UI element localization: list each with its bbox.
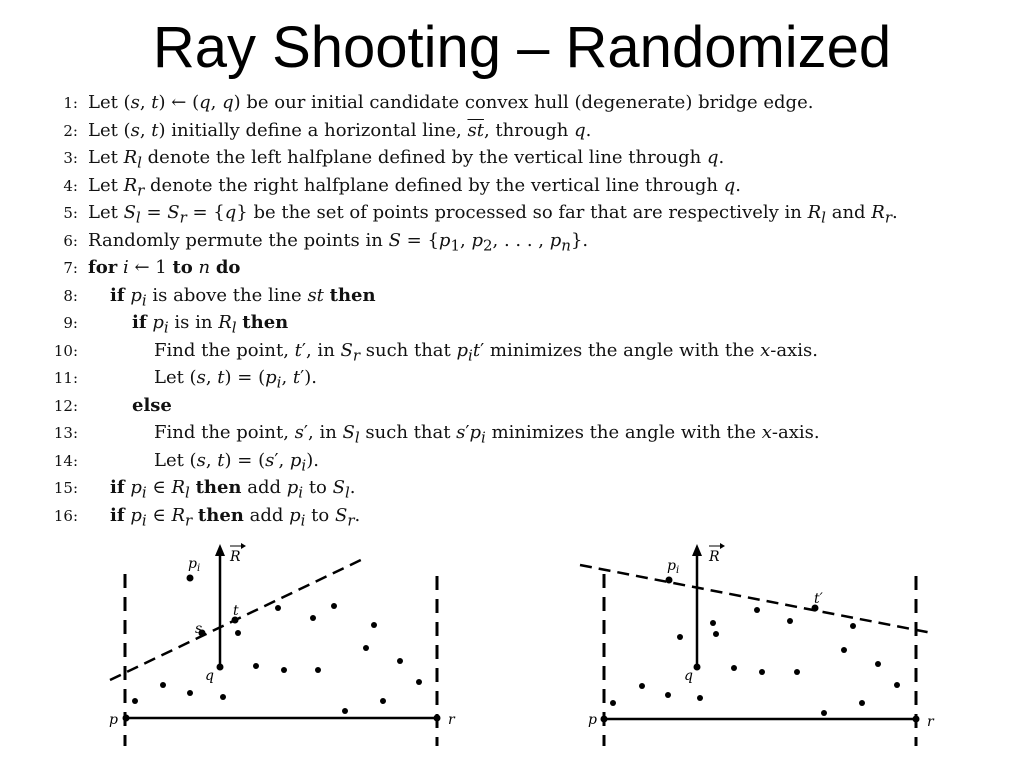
point	[281, 667, 287, 673]
line-text: if $p_i$ is in $R_l$ then	[132, 312, 289, 337]
label-r: r	[927, 714, 934, 730]
label-tprime: t′	[814, 591, 823, 607]
point	[841, 647, 847, 653]
line-number: 15:	[53, 479, 78, 497]
point	[894, 682, 900, 688]
line-number: 2:	[63, 121, 78, 140]
figures	[0, 530, 1024, 768]
line-number: 1:	[63, 94, 78, 112]
point	[315, 667, 321, 673]
line-text: Find the point, t′, in $S_r$ such that $p_it'$ minimizes the angle with the x-axis.	[154, 339, 818, 365]
line-number: 12:	[53, 396, 78, 415]
point-set	[123, 575, 441, 722]
point-set	[601, 577, 920, 723]
point-p	[601, 716, 608, 723]
algorithm-line	[50, 474, 1010, 502]
point	[794, 669, 800, 675]
line-text: for i ← 1 to n do	[88, 257, 241, 278]
algorithm-line	[50, 282, 1010, 310]
point	[731, 665, 737, 671]
point-q	[217, 664, 224, 671]
line-number: 10:	[53, 341, 78, 360]
point	[160, 682, 166, 688]
point	[610, 700, 616, 706]
line-text: Find the point, s′, in $S_l$ such that $s'p_i$ minimizes the angle with the x-axis.	[154, 422, 820, 447]
line-text: if $p_i$ ∈ $R_r$ then add $p_i$ to $S_r$.	[110, 504, 361, 530]
point	[677, 634, 683, 640]
point	[713, 631, 719, 637]
label-t: t	[233, 603, 239, 619]
line-number: 9:	[63, 314, 78, 332]
point	[875, 661, 881, 667]
point	[697, 695, 703, 701]
point	[275, 605, 281, 611]
figure-left	[109, 543, 456, 746]
label-p: p	[109, 712, 118, 728]
line-number: 5:	[63, 204, 78, 222]
point	[821, 710, 827, 716]
point	[710, 620, 716, 626]
point	[380, 698, 386, 704]
line-text: else	[132, 394, 172, 416]
point	[639, 683, 645, 689]
point	[397, 658, 403, 664]
point	[331, 603, 337, 609]
point-r	[913, 716, 920, 723]
point-pi	[666, 577, 673, 584]
line-number: 13:	[53, 424, 78, 442]
point	[220, 694, 226, 700]
label-R: R	[709, 549, 720, 565]
point	[759, 669, 765, 675]
algorithm-line	[50, 337, 1010, 365]
label-s: s	[195, 621, 203, 637]
algorithm-line	[50, 364, 1010, 392]
algorithm-line	[50, 254, 1010, 282]
line-text: if $p_i$ ∈ $R_l$ then add $p_i$ to $S_l$.	[110, 477, 356, 502]
line-number: 14:	[53, 451, 78, 470]
point	[310, 615, 316, 621]
line-number: 6:	[63, 231, 78, 250]
algorithm-line	[50, 447, 1010, 475]
line-number: 11:	[53, 369, 78, 387]
label-r: r	[448, 712, 455, 728]
algorithm-line	[50, 89, 1010, 117]
point-r	[434, 715, 441, 722]
line-number: 7:	[63, 259, 78, 277]
ray-arrowhead	[692, 544, 702, 556]
algorithm-line	[50, 227, 1010, 255]
algorithm-line	[50, 117, 1010, 145]
line-text: Let $R_l$ denote the left halfplane defined by the vertical line through q.	[88, 147, 725, 172]
point-pi	[187, 575, 194, 582]
point	[132, 698, 138, 704]
algorithm-listing	[50, 89, 1010, 529]
line-text: Let $S_l = S_r = \{q\}$ be the set of points processed so far that are respectively in $R_l$ and $R_r$.	[88, 202, 898, 227]
point	[665, 692, 671, 698]
point	[859, 700, 865, 706]
line-number: 3:	[63, 149, 78, 167]
point	[253, 663, 259, 669]
algorithm-line	[50, 502, 1010, 530]
candidate-line-st	[580, 565, 932, 633]
label-q: q	[205, 668, 214, 684]
point	[416, 679, 422, 685]
point	[371, 622, 377, 628]
line-text: Let $R_r$ denote the right halfplane defined by the vertical line through q.	[88, 174, 742, 200]
algorithm-line	[50, 392, 1010, 420]
algorithm-line	[50, 419, 1010, 447]
label-p: p	[588, 712, 597, 728]
point-p	[123, 715, 130, 722]
point	[342, 708, 348, 714]
line-number: 16:	[53, 506, 78, 525]
line-text: if $p_i$ is above the line st then	[110, 284, 376, 310]
point	[754, 607, 760, 613]
figure-right	[580, 543, 935, 746]
point	[787, 618, 793, 624]
point	[187, 690, 193, 696]
line-text: Let (s, t) = (s′, $p_i$).	[154, 449, 319, 475]
algorithm-line	[50, 199, 1010, 227]
line-text: Let (s, $t) = (p_i$, t′).	[154, 367, 317, 392]
point	[235, 630, 241, 636]
label-R: R	[230, 549, 241, 565]
point-q	[694, 664, 701, 671]
algorithm-line	[50, 172, 1010, 200]
label-pi: $p_i$	[188, 556, 201, 574]
algorithm-line	[50, 309, 1010, 337]
line-text: Randomly permute the points in $S = \{p_1$, $p_2$, . . . , $p_n$}.	[88, 229, 589, 255]
line-number: 8:	[63, 286, 78, 305]
point	[850, 623, 856, 629]
line-text: Let (s, t) ← (q, q) be our initial candidate convex hull (degenerate) bridge edge.	[88, 92, 814, 113]
label-q: q	[684, 668, 693, 684]
point	[363, 645, 369, 651]
line-text: Let (s, t) initially define a horizontal line, $\overline{st}$, through q.	[88, 119, 592, 141]
page-title: Ray Shooting – Randomized	[152, 15, 892, 80]
label-pi: $p_i$	[667, 558, 680, 576]
algorithm-line	[50, 144, 1010, 172]
ray-arrowhead	[215, 544, 225, 556]
line-number: 4:	[63, 176, 78, 195]
